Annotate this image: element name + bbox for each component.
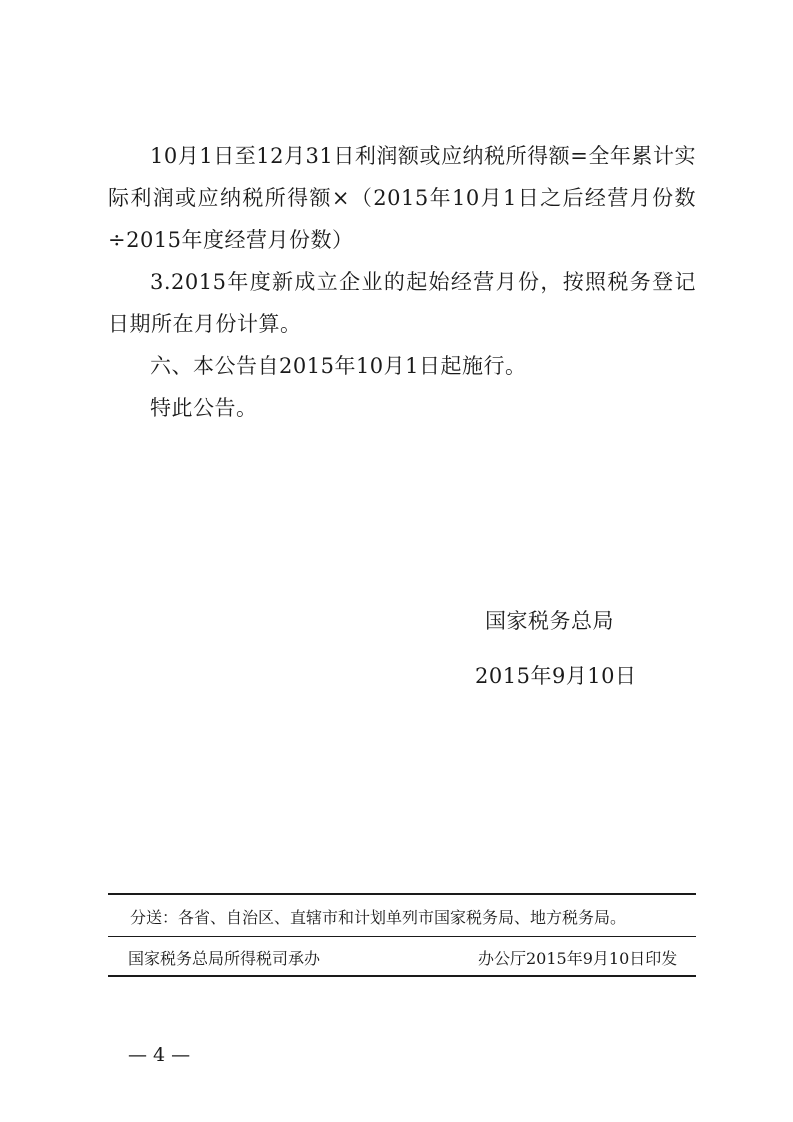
signature-date: 2015年9月10日 xyxy=(475,664,637,688)
paragraph-closing: 特此公告。 xyxy=(150,396,258,420)
footer-bottom-rule xyxy=(108,975,696,977)
distribution-list: 分送：各省、自治区、直辖市和计划单列市国家税务局、地方税务局。 xyxy=(130,908,627,927)
paragraph-effective-date: 六、本公告自2015年10月1日起施行。 xyxy=(150,354,527,378)
document-body xyxy=(108,135,696,429)
footer-middle-rule xyxy=(108,936,696,937)
issue-date: 办公厅2015年9月10日印发 xyxy=(478,949,678,968)
page-number: — 4 — xyxy=(128,1044,191,1066)
paragraph-formula: 10月1日至12月31日利润额或应纳税所得额=全年累计实际利润或应纳税所得额×（2015年10月1日之后经营月份数÷2015年度经营月份数） xyxy=(108,144,696,252)
paragraph-start-month: 3.2015年度新成立企业的起始经营月份，按照税务登记日期所在月份计算。 xyxy=(108,270,696,336)
signature-org: 国家税务总局 xyxy=(485,609,614,633)
undertaking-department: 国家税务总局所得税司承办 xyxy=(128,949,321,968)
footer-top-rule xyxy=(108,893,696,895)
